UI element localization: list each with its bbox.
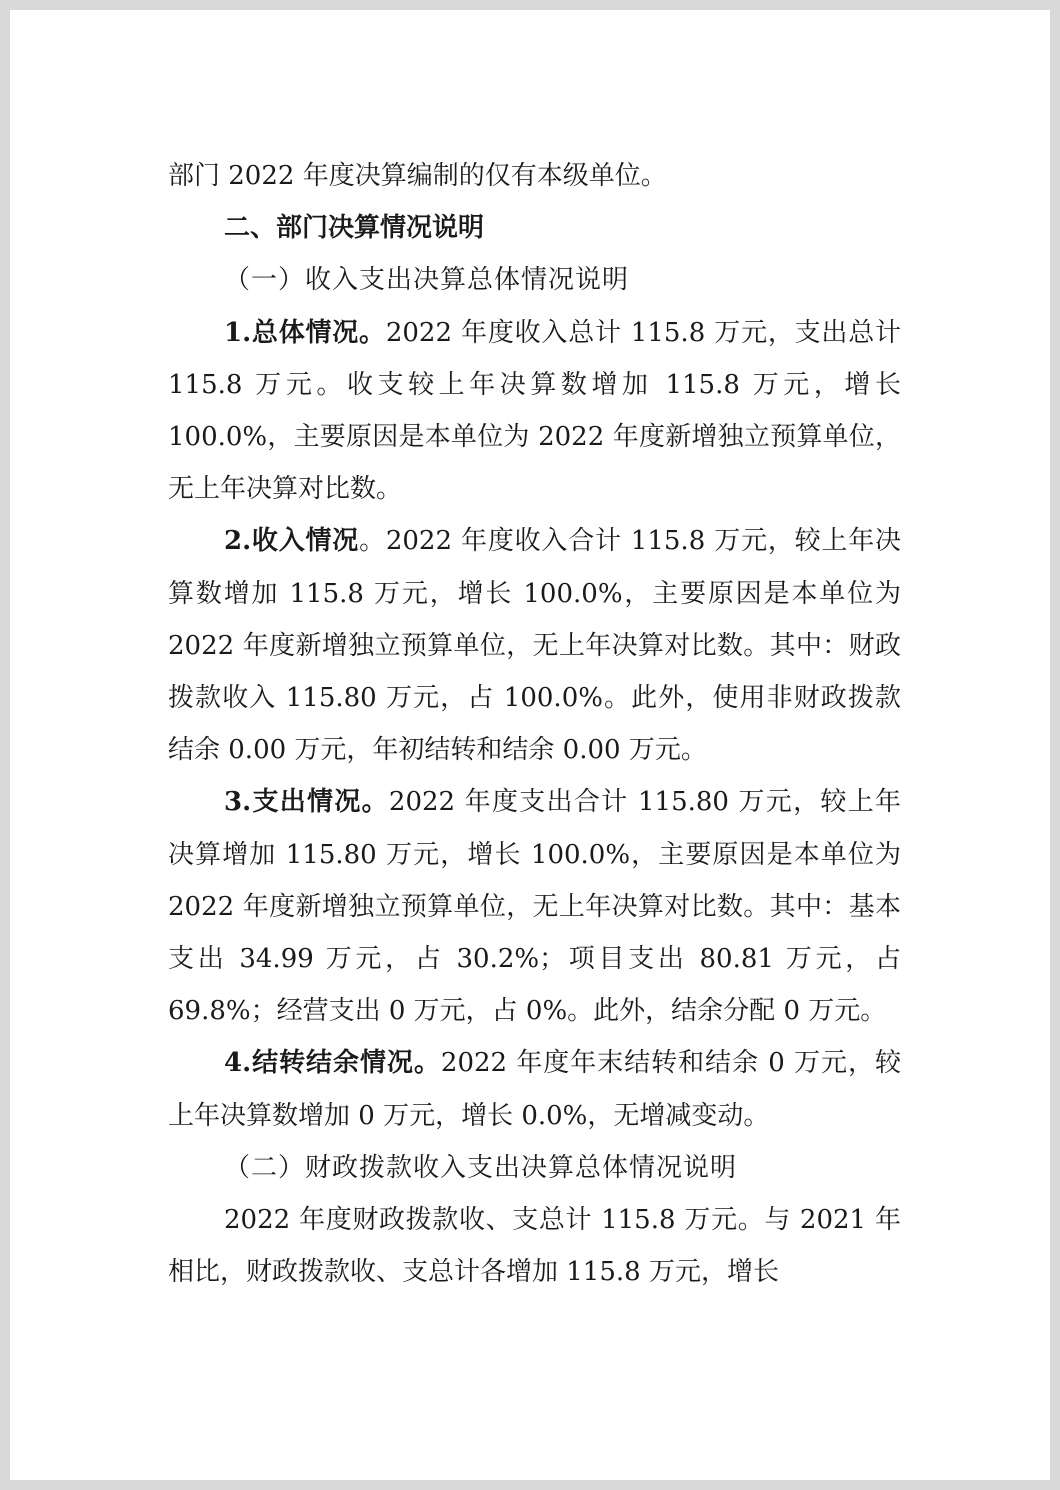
item-3-body: 2022 年度支出合计 115.80 万元，较上年决算增加 115.80 万元，增长 100.0%，主要原因是本单位为 2022 年度新增独立预算单位，无上年决算对比数。其中：基本支出 34.99 万元，占 30.2%；项目支出 80.81 万元，占 69.8%；经营支出 0 万元，占 0%。此外，结余分配 0 万元。 [168, 787, 901, 1027]
item-2-body: 。2022 年度收入合计 115.8 万元，较上年决算数增加 115.8 万元，增长 100.0%，主要原因是本单位为 2022 年度新增独立预算单位，无上年决算对比数。其中：财政拨款收入 115.80 万元，占 100.0%。此外，使用非财政拨款结余 0.00 万元，年初结转和结余 0.00 万元。 [168, 526, 901, 766]
paragraph-item-2 [168, 515, 901, 776]
subsection-heading-1: （一）收入支出决算总体情况说明 [224, 265, 630, 296]
document-page [10, 10, 1050, 1480]
item-4-body: 2022 年度年末结转和结余 0 万元，较上年决算数增加 0 万元，增长 0.0%，无增减变动。 [168, 1048, 901, 1131]
paragraph-item-4 [168, 1037, 901, 1141]
subsection-heading-2: （二）财政拨款收入支出决算总体情况说明 [224, 1152, 738, 1183]
paragraph-item-3 [168, 776, 901, 1037]
document-body [168, 150, 901, 1298]
item-2-lead: 2.收入情况 [224, 526, 360, 557]
section-heading: 二、部门决算情况说明 [224, 213, 485, 244]
paragraph-last: 2022 年度财政拨款收、支总计 115.8 万元。与 2021 年相比，财政拨款收、支总计各增加 115.8 万元，增长 [168, 1205, 901, 1288]
item-3-lead: 3.支出情况。 [224, 787, 389, 818]
item-4-lead: 4.结转结余情况。 [224, 1048, 441, 1079]
item-1-body: 2022 年度收入总计 115.8 万元，支出总计 115.8 万元。收支较上年决算数增加 115.8 万元，增长 100.0%，主要原因是本单位为 2022 年度新增独立预算单位，无上年决算对比数。 [168, 317, 901, 505]
paragraph-continued: 部门 2022 年度决算编制的仅有本级单位。 [168, 161, 667, 191]
item-1-lead: 1.总体情况。 [224, 317, 386, 348]
paragraph-item-1 [168, 307, 901, 516]
